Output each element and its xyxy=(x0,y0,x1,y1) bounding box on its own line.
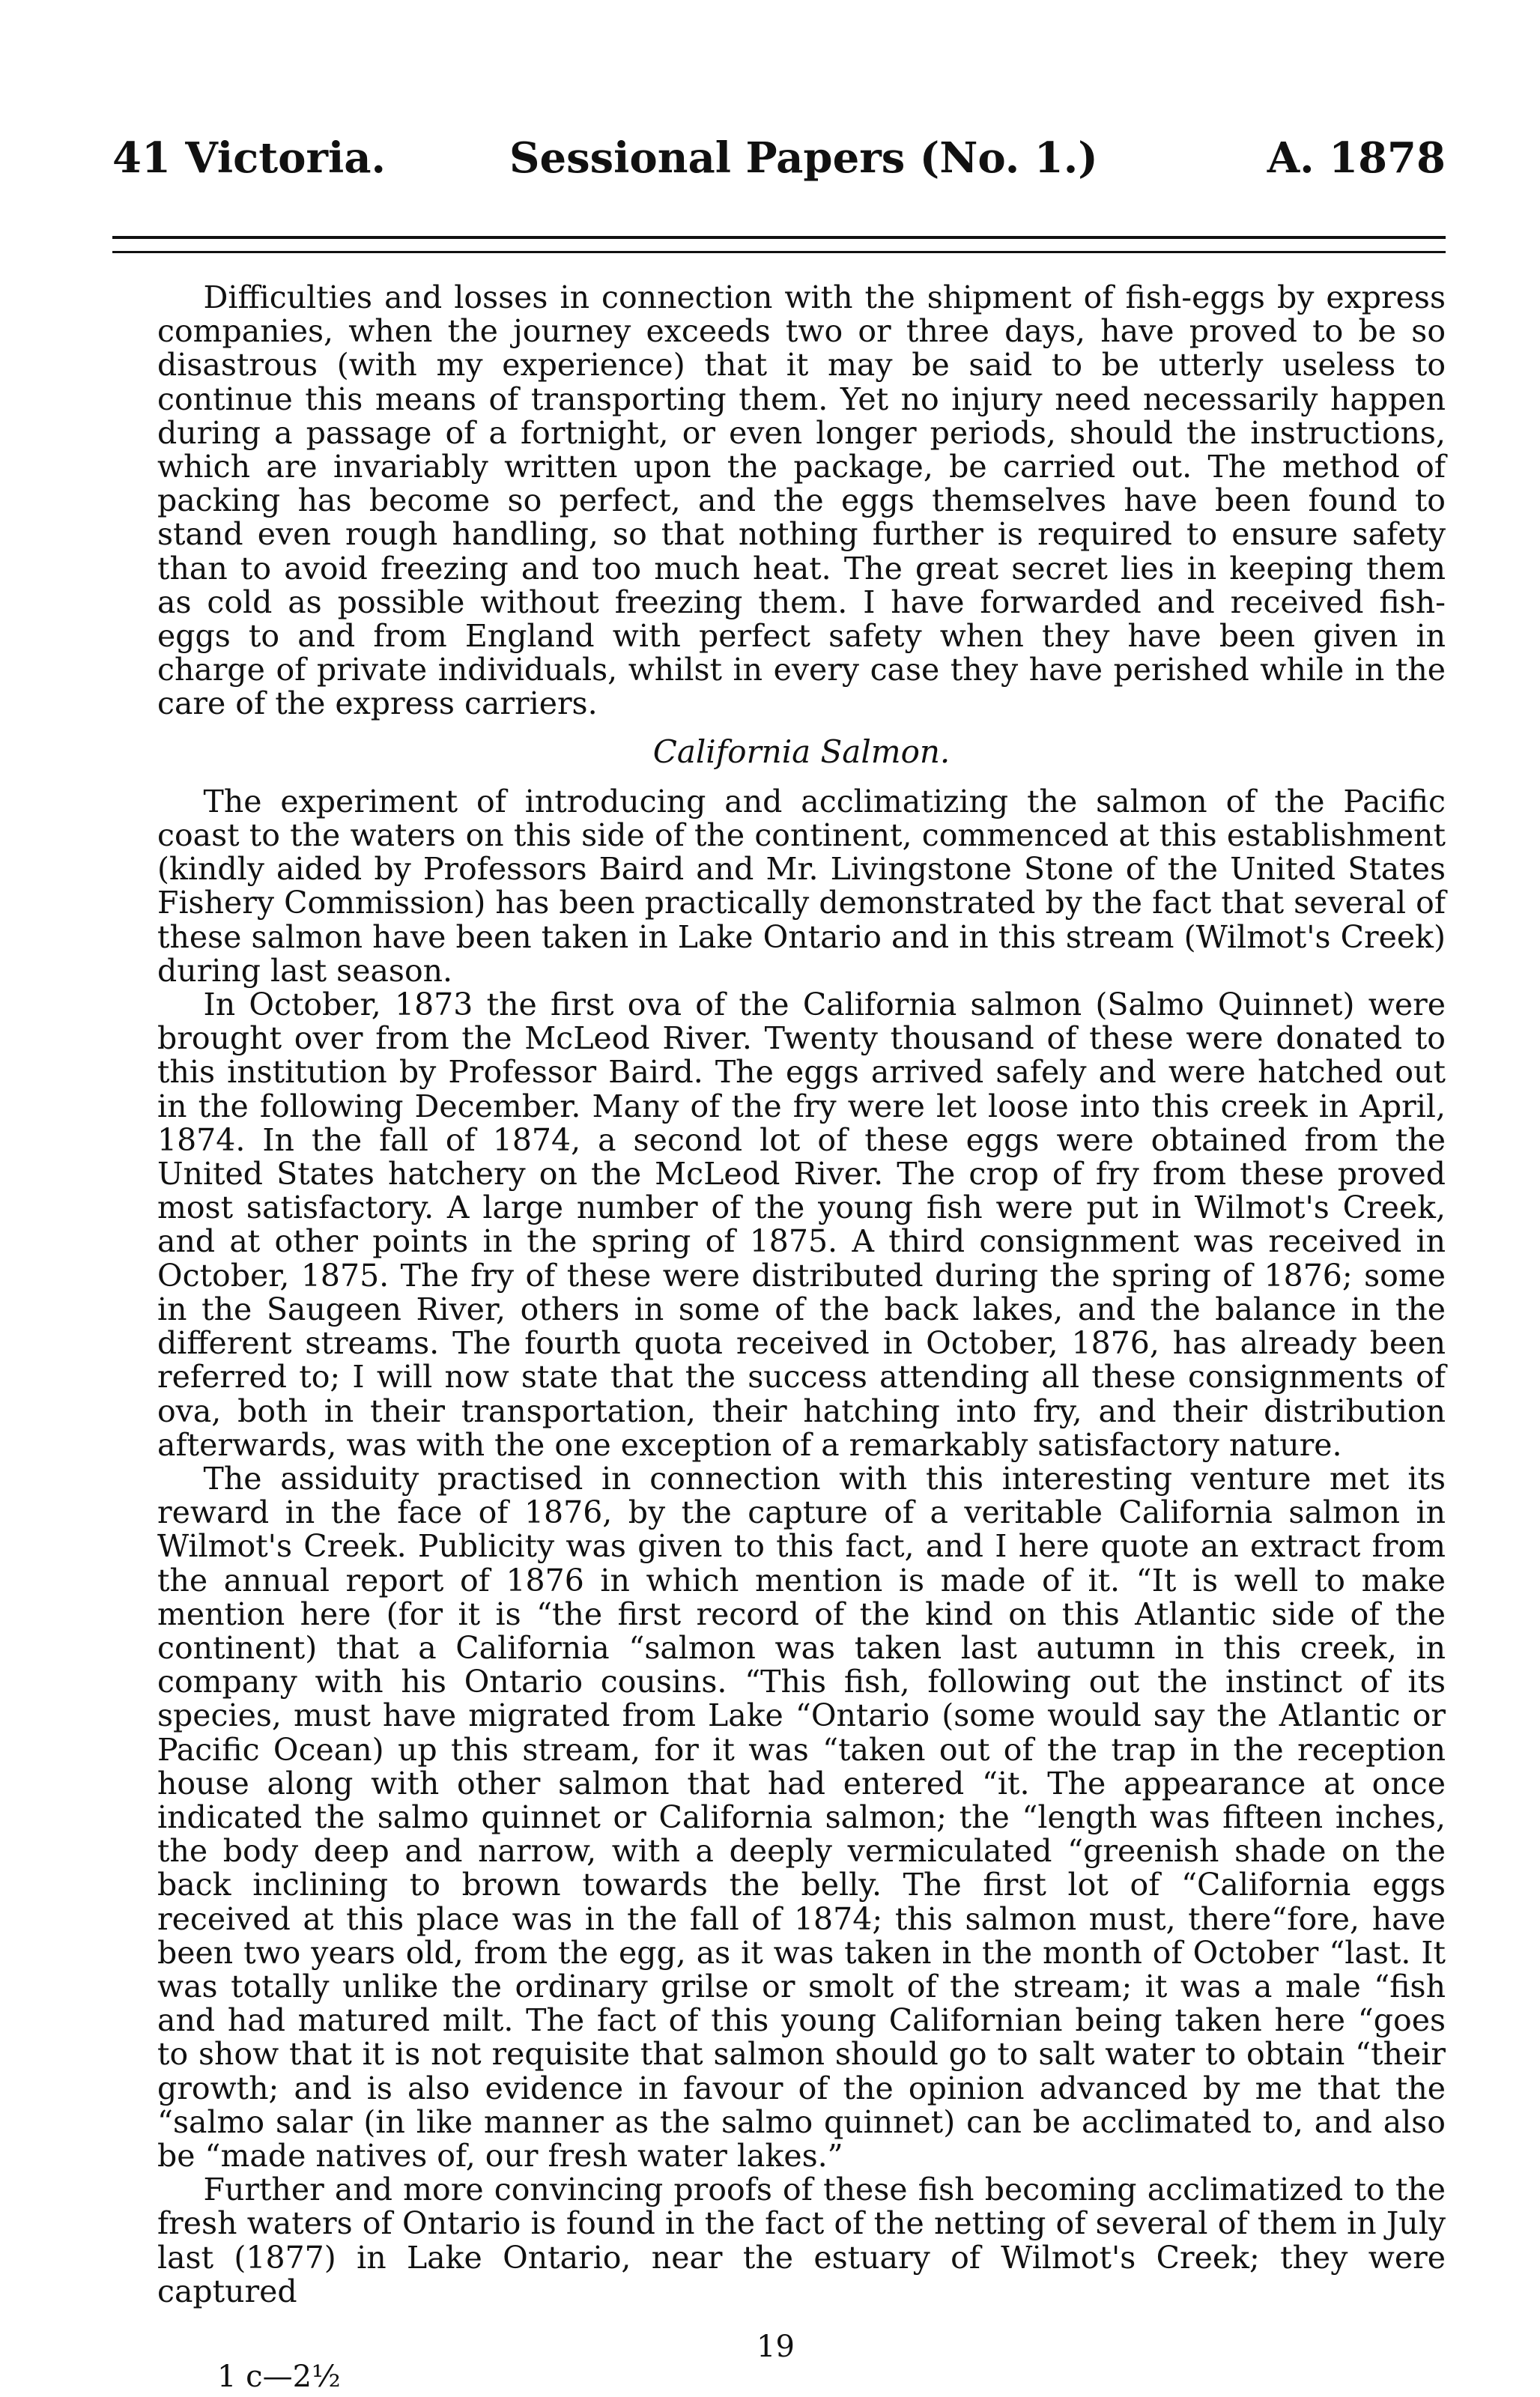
header-year: A. 1878 xyxy=(1267,133,1446,183)
section-heading: California Salmon. xyxy=(652,733,951,770)
header-title: Sessional Papers (No. 1.) xyxy=(509,133,1098,183)
page-header xyxy=(112,133,1446,208)
header-rule-top xyxy=(112,236,1446,239)
paragraph-quotation: The assiduity practised in connection with this interesting venture met its reward in the face of 1876, by the capture of a veritable California salmon in Wilmot's Creek. Publicity was given to this fact, and I here quote an extract from the annual report of 1876 in which mention is made of it. “It is well to make mention here (for it is “the first record of the kind on this Atlantic side of the continent) that a California “salmon was taken last autumn in this creek, in company with his Ontario cousins. “This fish, following out the instinct of its species, must have migrated from Lake “Ontario (some would say the Atlantic or Pacific Ocean) up this stream, for it was “taken out of the trap in the reception house along with other salmon that had entered “it. The appearance at once indicated the salmo quinnet or California salmon; the “length was fifteen inches, the body deep and narrow, with a deeply vermiculated “greenish shade on the back inclining to brown towards the belly. The first lot of “California eggs received at this place was in the fall of 1874; this salmon must, there“fore, have been two years old, from the egg, as it was taken in the month of October “last. It was totally unlike the ordinary grilse or smolt of the stream; it was a male “fish and had matured milt. The fact of this young Californian being taken here “goes to show that it is not requisite that salmon should go to salt water to obtain “their growth; and is also evidence in favour of the opinion advanced by me that the “salmo salar (in like manner as the salmo quinnet) can be acclimated to, and also be “made natives of, our fresh water lakes.” xyxy=(157,1460,1446,2174)
paragraph-shipment: Difficulties and losses in connection with the shipment of fish-eggs by express companies, when the journey exceeds two or three days, have proved to be so disastrous (with my experience) that it may be said to be utterly useless to continue this means of transporting them. Yet no injury need necessarily happen during a passage of a fortnight, or even longer periods, should the instructions, which are invariably written upon the package, be carried out. The method of packing has become so perfect, and the eggs themselves have been found to stand even rough handling, so that nothing further is required to ensure safety than to avoid freezing and too much heat. The great secret lies in keeping them as cold as possible without freezing them. I have forwarded and received fish-eggs to and from England with perfect safety when they have been given in charge of private individuals, whilst in every case they have perished while in the care of the express carriers. xyxy=(157,279,1446,722)
header-session: 41 Victoria. xyxy=(112,133,386,183)
page-number: 19 xyxy=(757,2330,795,2364)
body-text xyxy=(157,281,1446,2309)
paragraph-history: In October, 1873 the first ova of the California salmon (Salmo Quinnet) were brought over from the McLeod River. Twenty thousand of these were donated to this institution by Professor Baird. The eggs arrived safely and were hatched out in the following December. Many of the fry were let loose into this creek in April, 1874. In the fall of 1874, a second lot of these eggs were obtained from the United States hatchery on the McLeod River. The crop of fry from these proved most satisfactory. A large number of the young fish were put in Wilmot's Creek, and at other points in the spring of 1875. A third consignment was received in October, 1875. The fry of these were distributed during the spring of 1876; some in the Saugeen River, others in some of the back lakes, and the balance in the different streams. The fourth quota received in October, 1876, has already been referred to; I will now state that the success attending all these consignments of ova, both in their transportation, their hatching into fry, and their distribution afterwards, was with the one exception of a remarkably satisfactory nature. xyxy=(157,987,1446,1463)
header-rule-bottom xyxy=(112,251,1446,253)
printer-signature: 1 c—2½ xyxy=(217,2360,341,2394)
paragraph-proofs: Further and more convincing proofs of these fish becoming acclimatized to the fresh waters of Ontario is found in the fact of the netting of several of them in July last (1877) in Lake Ontario, near the estuary of Wilmot's Creek; they were captured xyxy=(157,2172,1446,2309)
paragraph-experiment: The experiment of introducing and acclimatizing the salmon of the Pacific coast to the waters on this side of the continent, commenced at this establishment (kindly aided by Professors Baird and Mr. Livingstone Stone of the United States Fishery Commission) has been practically demonstrated by the fact that several of these salmon have been taken in Lake Ontario and in this stream (Wilmot's Creek) during last season. xyxy=(157,783,1446,989)
